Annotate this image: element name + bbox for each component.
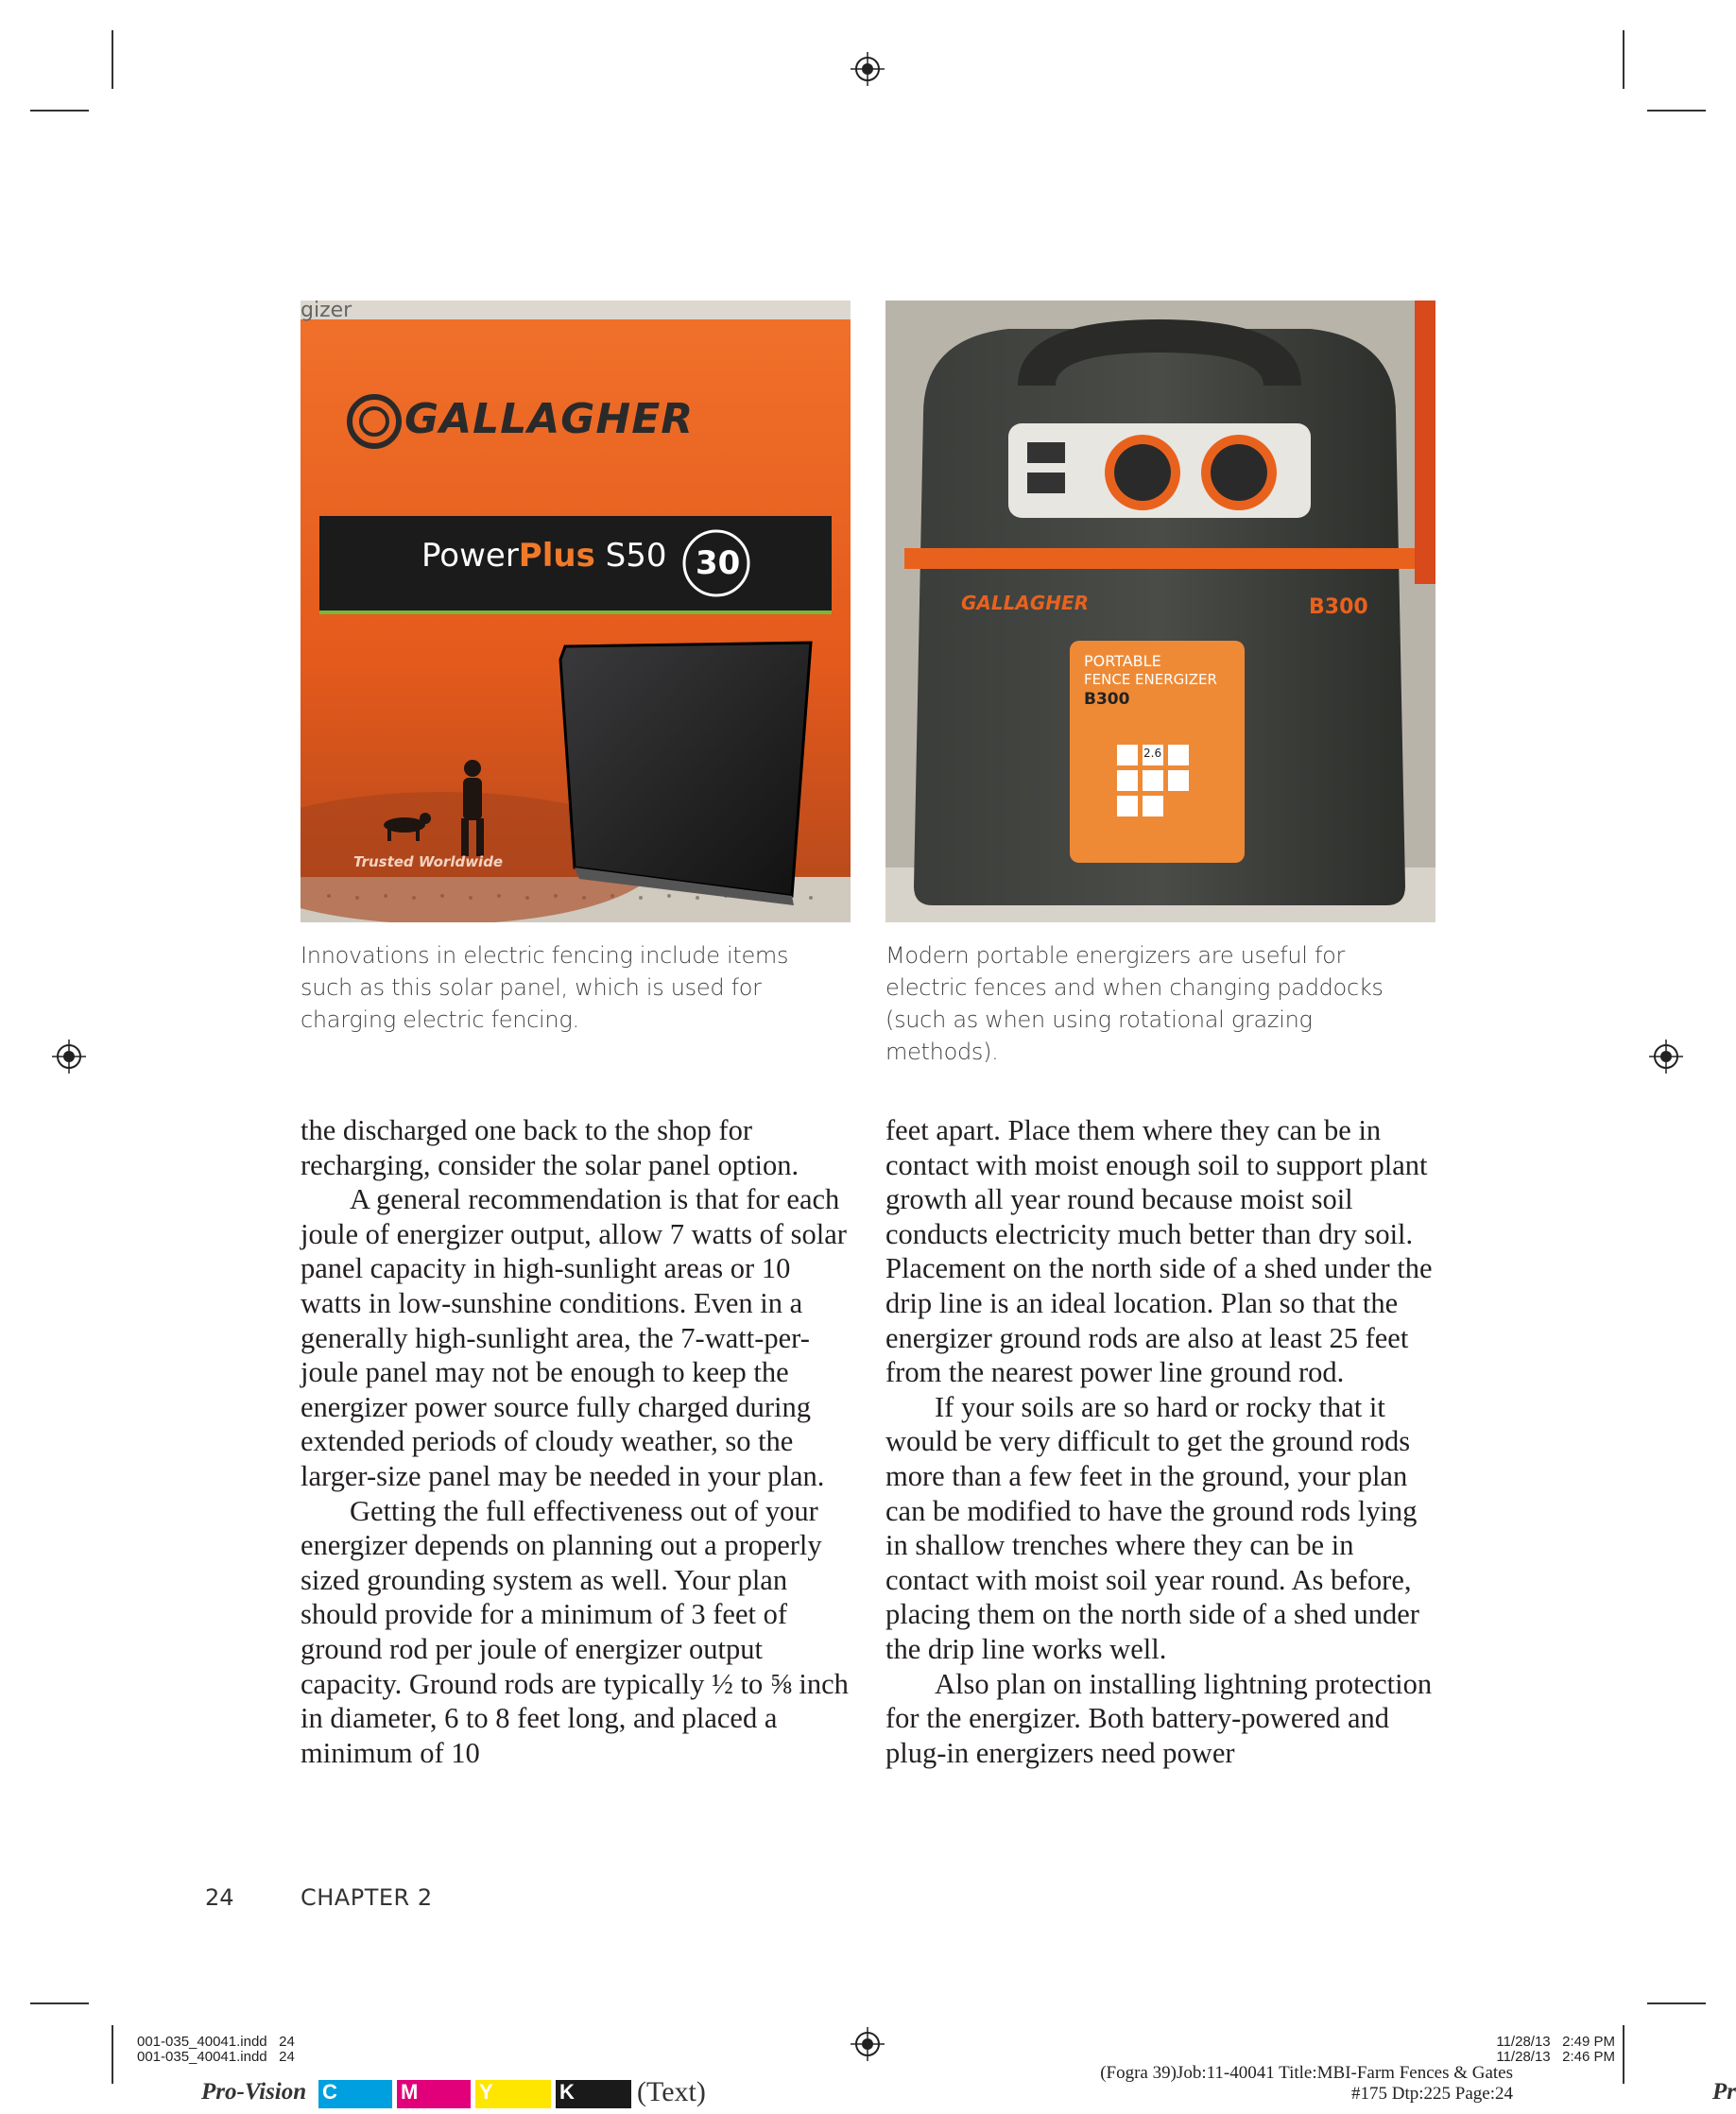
- crop-mark-top-right-horizontal: [1647, 110, 1706, 112]
- energizer-brand-text: GALLAGHER: [961, 592, 1090, 614]
- slug-file-line-1: 001-035_40041.indd 24: [137, 2034, 295, 2050]
- brand-logo-text: GALLAGHER: [404, 395, 695, 443]
- swatch-yellow: Y: [475, 2080, 551, 2108]
- crop-mark-top-left-vertical: [112, 30, 113, 89]
- energizer-model-badge: B300: [1309, 595, 1368, 619]
- slug-job-line-1: (Fogra 39)Job:11-40041 Title:MBI-Farm Fences & Gates: [1100, 2063, 1513, 2083]
- body-column-left: [301, 1113, 851, 1770]
- registration-mark-left-icon: [52, 1040, 86, 1074]
- label-line-2: FENCE ENERGIZER: [1084, 671, 1217, 688]
- crop-mark-top-right-vertical: [1623, 30, 1624, 89]
- slug-file-info: [137, 2035, 295, 2065]
- warranty-badge-number: 30: [696, 544, 741, 582]
- provision-logo-text: Pro-Vision: [201, 2079, 307, 2105]
- crop-mark-bottom-left-horizontal: [30, 2002, 89, 2004]
- product-name-power: Power: [421, 537, 519, 575]
- label-model: B300: [1084, 690, 1130, 709]
- label-line-1: PORTABLE: [1084, 652, 1161, 670]
- slug-job-info: [946, 2063, 1513, 2105]
- slug-date-line-1: 11/28/13 2:49 PM: [1496, 2034, 1615, 2050]
- slug-date-info: [1496, 2035, 1615, 2065]
- product-name-plus: Plus: [518, 537, 595, 575]
- solar-panel-icon: [560, 643, 811, 896]
- swatch-magenta: M: [397, 2080, 471, 2108]
- page-number: 24: [205, 1884, 234, 1911]
- paragraph: feet apart. Place them where they can be in contact with moist enough soil to support plant growth all year round because moist soil conducts electricity much better than dry soil. Placement on the north side of a shed under the drip line is an ideal location. Plan so that the energizer ground rods are also at least 25 feet from the nearest power line ground rod.: [885, 1114, 1433, 1389]
- product-name: [421, 537, 666, 575]
- slug-text-label: (Text): [637, 2076, 706, 2107]
- registration-mark-bottom-icon: [851, 2027, 885, 2061]
- registration-mark-right-icon: [1649, 1040, 1683, 1074]
- crop-mark-bottom-right-horizontal: [1647, 2002, 1706, 2004]
- crop-mark-top-left-horizontal: [30, 110, 89, 112]
- paragraph: the discharged one back to the shop for recharging, consider the solar panel option.: [301, 1114, 799, 1181]
- caption-portable-energizer: Modern portable energizers are useful for electric fences and when changing paddocks (such as when using rotational grazing methods).: [885, 942, 1384, 1065]
- slug-file-line-2: 001-035_40041.indd 24: [137, 2049, 295, 2065]
- box-slogan: Trusted Worldwide: [353, 853, 504, 870]
- registration-mark-top-icon: [851, 52, 885, 86]
- paragraph: Also plan on installing lightning protection for the energizer. Both battery-powered and plug-in energizers need power: [885, 1667, 1433, 1769]
- paragraph: Getting the full effectiveness out of your energizer depends on planning out a properly sized grounding system as well. Your plan should provide for a minimum of 3 feet of ground rod per joule of energizer output capacity. Ground rods are typically ½ to ⅝ inch in diameter, 6 to 8 feet long, and placed a minimum of 10: [301, 1494, 849, 1769]
- body-column-right: [885, 1113, 1435, 1770]
- running-footer-chapter: CHAPTER 2: [301, 1884, 433, 1911]
- paragraph: If your soils are so hard or rocky that it would be very difficult to get the ground rods more than a few feet in the ground, your plan can be modified to have the ground rods lying in shallow trenches where they can be in contact with moist soil year round. As before, placing them on the north side of a shed under the drip line works well.: [885, 1390, 1419, 1665]
- slug-job-line-2: #175 Dtp:225 Page:24: [1351, 2084, 1513, 2104]
- paragraph: A general recommendation is that for each joule of energizer output, allow 7 watts of solar panel capacity in high-sunlight areas or 10 watts in low-sunshine conditions. Even in a generally high-sunlight area, the 7-watt-per-joule panel may not be enough to keep the energizer power source fully charged during extended periods of cloudy weather, so the larger-size panel may be needed in your plan.: [301, 1183, 847, 1492]
- label-icon-value: 2.6: [1143, 747, 1162, 760]
- swatch-cyan: C: [318, 2080, 392, 2108]
- caption-solar-panel: Innovations in electric fencing include items such as this solar panel, which is used for charging electric fencing.: [301, 942, 789, 1033]
- slug-date-line-2: 11/28/13 2:46 PM: [1496, 2049, 1615, 2065]
- provision-logo-text-cut: Pr: [1712, 2079, 1736, 2105]
- photo-solar-panel-box: [301, 301, 851, 922]
- crop-mark-bottom-right-vertical: [1623, 2025, 1624, 2084]
- crop-mark-bottom-left-vertical: [112, 2025, 113, 2084]
- photo-portable-energizer: [885, 301, 1435, 922]
- shelf-text: gizer: [301, 301, 352, 322]
- solar-panel-box-illustration: [301, 301, 851, 922]
- swatch-black: K: [556, 2080, 631, 2108]
- product-name-model: S50: [605, 537, 667, 575]
